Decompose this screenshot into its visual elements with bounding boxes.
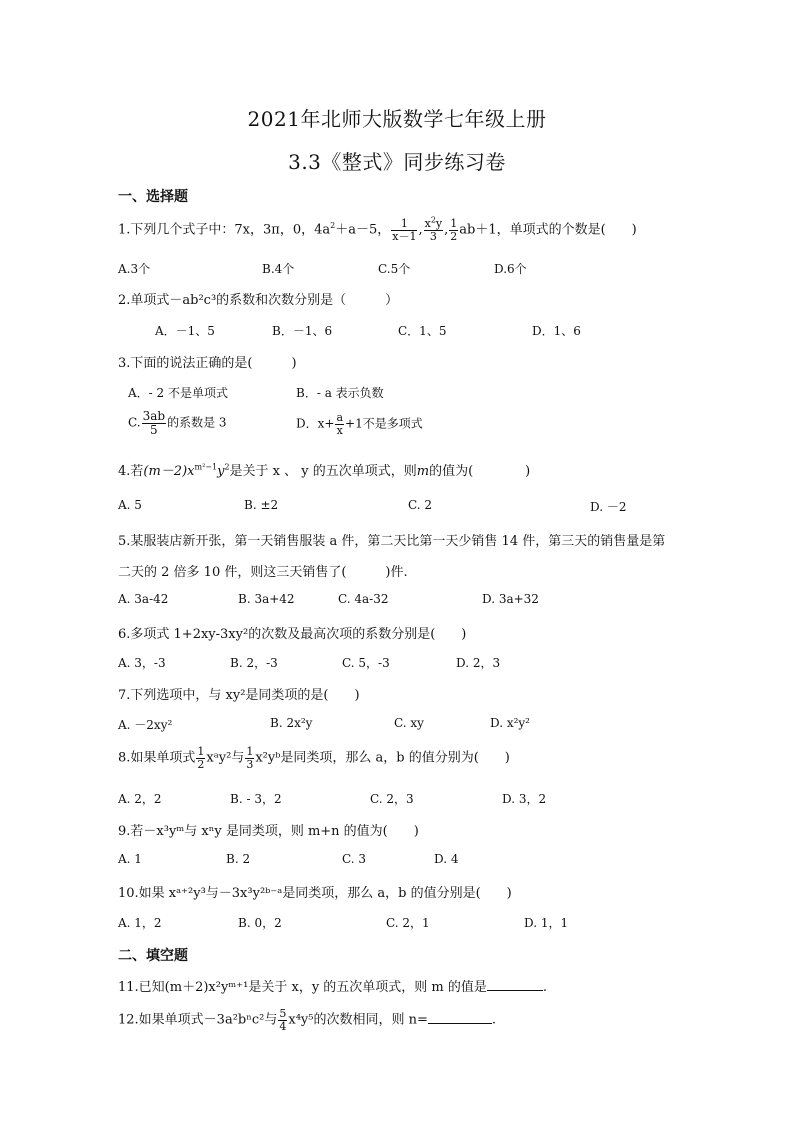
- question-6: 6.多项式 1+2xy-3xy²的次数及最高次项的系数分别是( ): [118, 627, 467, 642]
- option-d: D．1、6: [532, 324, 581, 338]
- option-b: B. 3a+42: [238, 592, 295, 606]
- question-9: 9.若－x³yᵐ与 xⁿy 是同类项，则 m+n 的值为( ): [118, 824, 419, 839]
- section-heading-choice: 一、选择题: [118, 189, 188, 205]
- question-8: 8.如果单项式 $\frac{1}{2}$ xᵃy²与 $\frac{1}{3}$ x²yᵇ是同类项，那么 a，b 的值分别为( ): [118, 745, 510, 771]
- section-heading-fill: 二、填空题: [118, 948, 188, 964]
- question-number: 1.: [118, 222, 131, 238]
- option-c: C. 5，-3: [342, 656, 390, 670]
- question-3: 3.下面的说法正确的是( ): [118, 356, 297, 371]
- option-d: D.6个: [494, 262, 527, 276]
- fraction: $\frac{1}{3}$: [246, 745, 254, 771]
- fraction: $\frac{5}{4}$: [279, 1007, 287, 1033]
- option-c: C. 2，3: [370, 792, 414, 806]
- answer-blank[interactable]: [487, 978, 543, 991]
- option-a: A. －2xy²: [118, 718, 173, 732]
- fraction: $\frac{3ab}{5}$: [142, 409, 166, 437]
- option-c: C. 2，1: [386, 916, 430, 930]
- fraction-2: $\frac{x^2y}{3}$: [424, 215, 443, 243]
- option-b: B. 2x²y: [270, 716, 313, 730]
- option-b: B. ±2: [244, 498, 279, 512]
- question-5-line-2: 二天的 2 倍多 10 件，则这三天销售了( )件.: [118, 565, 408, 580]
- option-b: B. - 3，2: [230, 792, 282, 806]
- answer-blank[interactable]: [428, 1011, 492, 1024]
- option-d: D. x²y²: [490, 716, 530, 730]
- option-d: D. 3，2: [502, 792, 547, 806]
- option-a: A. 1，2: [118, 916, 162, 930]
- option-c: C. $\frac{3ab}{5}$ 的系数是 3: [128, 409, 227, 437]
- fraction: $\frac{1}{2}$: [197, 745, 205, 771]
- option-b: B. 2: [226, 852, 251, 866]
- question-4: 4.若$(m-2)x^{m^2-1}y^2$是关于 x 、 y 的五次单项式，则m的值为( ): [118, 462, 531, 479]
- option-a: A. 1: [118, 852, 142, 866]
- option-c: C．1、5: [398, 324, 447, 338]
- option-b: B．- a 表示负数: [296, 386, 384, 400]
- question-12: 12.如果单项式－3a²bⁿc²与 $\frac{5}{4}$ x⁴y⁵的次数相同，则 n= .: [118, 1007, 496, 1033]
- option-d: D. 1，1: [524, 916, 569, 930]
- question-text: ab＋1，单项式的个数是( ): [459, 222, 637, 238]
- question-11: 11.已知(m＋2)x²yᵐ⁺¹是关于 x，y 的五次单项式，则 m 的值是 .: [118, 980, 548, 995]
- option-b: B. 2，-3: [230, 656, 278, 670]
- option-d: D．x+ $\frac{a}{x}$ +1不是多项式: [296, 411, 423, 437]
- option-a: A. 3，-3: [118, 656, 166, 670]
- option-b: B．－1、6: [272, 324, 333, 338]
- option-d: D. 4: [434, 852, 459, 866]
- option-c: C. 3: [342, 852, 367, 866]
- option-d: D. －2: [590, 500, 627, 514]
- option-a: A．－1、5: [155, 324, 215, 338]
- question-text: ＋a－5，: [335, 222, 391, 238]
- option-a: A. 5: [118, 498, 142, 512]
- option-b: B. 0，2: [238, 916, 282, 930]
- option-a: A.3个: [118, 262, 151, 276]
- fraction-1: $\frac{1}{x-1}$: [392, 217, 417, 243]
- option-a: A. 2，2: [118, 792, 162, 806]
- option-c: C.5个: [378, 262, 411, 276]
- option-a: A. 3a-42: [118, 592, 169, 606]
- question-10: 10.如果 xᵃ⁺²y³与－3x³y²ᵇ⁻ᵃ是同类项，那么 a，b 的值分别是( ): [118, 886, 512, 901]
- question-5-line-1: 5.某服装店新开张，第一天销售服装 a 件，第二天比第一天少销售 14 件，第三天的销售量是第: [118, 534, 666, 549]
- document-subtitle: 3.3《整式》同步练习卷: [288, 150, 506, 174]
- option-d: D. 2，3: [456, 656, 501, 670]
- question-1: 1.下列几个式子中：7x，3π，0，$4a^2+a-5$， $\frac{1}{x-1}$ , $\frac{x^2y}{3}$ , $\frac{1}{2}$ ab＋1，单项式的个数是( ): [118, 215, 637, 243]
- option-b: B.4个: [262, 262, 295, 276]
- option-a: A．- 2 不是单项式: [128, 386, 228, 400]
- option-d: D. 3a+32: [482, 592, 539, 606]
- option-c: C. xy: [394, 716, 424, 730]
- option-c: C. 4a-32: [338, 592, 389, 606]
- question-text: 下列几个式子中：7x，3π，0，4a: [130, 222, 331, 238]
- document-title: 2021年北师大版数学七年级上册: [247, 107, 547, 131]
- question-2: 2.单项式－ab²c³的系数和次数分别是（ ）: [118, 293, 399, 308]
- fraction: $\frac{a}{x}$: [336, 411, 344, 437]
- option-c: C. 2: [408, 498, 433, 512]
- question-7: 7.下列选项中，与 xy²是同类项的是( ): [118, 688, 360, 703]
- fraction-3: $\frac{1}{2}$: [450, 217, 458, 243]
